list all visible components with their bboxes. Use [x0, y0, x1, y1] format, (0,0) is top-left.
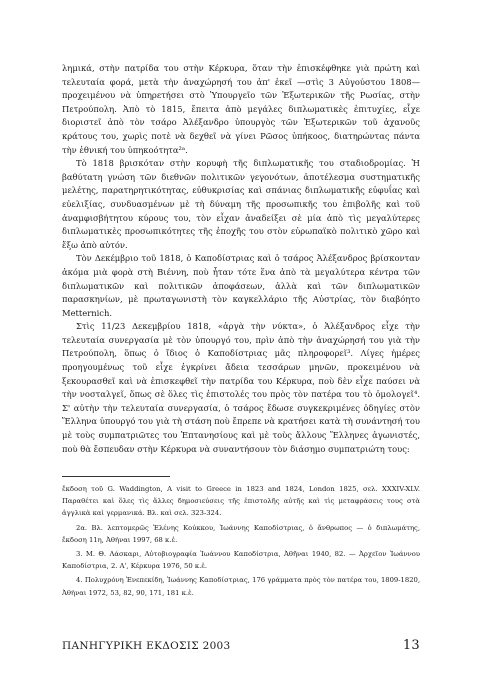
- footnote: 2α. Βλ. λεπτομερῶς Ἑλένης Κούκκου, Ἰωάννης Καποδίστριας, ὁ ἄνθρωπος — ὁ διπλωμάτης, ἔκδοση 11η, Ἀθήναι 1997, 68 κ.ἑ.: [62, 523, 420, 544]
- paragraph: Τὸν Δεκέμβριο τοῦ 1818, ὁ Καποδίστριας καὶ ὁ τσάρος Ἀλέξανδρος βρίσκονταν ἀκόμα μιὰ φορὰ στὴ Βιέννη, ποὺ ἦταν τότε ἕνα ἀπὸ τὰ μεγαλύτερα κέντρα τῶν διπλωματικῶν καὶ πολιτικῶν ἀποφάσεων, ἀλλὰ καὶ τῶν διπλωματικῶν παρασκηνίων, μὲ πρωταγωνιστὴ τὸν καγκελλάριο τῆς Αὐστρίας, τὸν διαβόητο Metternich.: [62, 253, 420, 318]
- footnote: ἔκδοση τοῦ G. Waddington, A visit to Greece in 1823 and 1824, London 1825, σελ. XXXIV-XLV. Παραθέτει καὶ ὅλες τὶς ἄλλες δημοσιεύσεις τῆς ἐπιστολῆς αὐτῆς καὶ τὶς μεταφράσεις τους στὰ ἀγγλικὰ καὶ γερμανικά. Βλ. καὶ σελ. 323-324.: [62, 485, 420, 518]
- paragraph: λημικά, στὴν πατρίδα του στὴν Κέρκυρα, ὅταν τὴν ἐπισκέφθηκε γιὰ πρώτη καὶ τελευταία φορά, μετὰ τὴν ἀναχώρησή του ἀπ' ἐκεῖ —στὶς 3 Αὐγούστου 1808— προχειμένου νὰ ὑπηρετήσει στὸ Ὑπουργεῖο τῶν Ἐξωτερικῶν τῆς Ρωσίας, στὴν Πετρούπολη. Ἀπὸ τὸ 1815, ἔπειτα ἀπὸ μεγάλες διπλωματικὲς ἐπιτυχίες, εἶχε διοριστεῖ ἀπὸ τὸν τσάρο Ἀλέξανδρο ὑπουργὸς τῶν Ἐξωτερικῶν τοῦ ἀχανοῦς κράτους του, χωρὶς ποτὲ νὰ δεχθεῖ νὰ γίνει Ρῶσος ὑπήκοος, διατηρώντας πάντα τὴν ἐθνική του ὑπηκοότητα²ᵃ.: [62, 63, 420, 155]
- footnote-divider: [62, 476, 170, 477]
- paragraph: Τὸ 1818 βρισκόταν στὴν κορυφὴ τῆς διπλωματικῆς του σταδιοδρομίας. Ἡ βαθύτατη γνώση τῶν διεθνῶν πολιτικῶν γεγονότων, ἀποτέλεσμα συστηματικῆς μελέτης, παρατηρητικότητας, εὐθυκρισίας καὶ σπάνιας διπλωματικῆς εὐφυΐας καὶ εὐελιξίας, συνδυασμένων μὲ τὴ δύναμη τῆς προσωπικῆς του ἐπιβολῆς καὶ τοῦ ἀναμφισβήτητου κύρους του, τὸν εἶχαν ἀναδείξει σὲ μία ἀπὸ τὶς μεγαλύτερες διπλωματικὲς προσωπικότητες τῆς ἐποχῆς του στὸν εὐρωπαϊκὸ πολιτικὸ χῶρο καὶ ἔξω ἀπὸ αὐτόν.: [62, 158, 420, 250]
- footnote: 4. Πολυχρόνη Ἐνεπεκίδη, Ἰωάννης Καποδίστριας, 176 γράμματα πρὸς τὸν πατέρα του, 1809-1820, Ἀθήναι 1972, 53, 82, 90, 171, 181 κ.ἑ.: [62, 576, 420, 597]
- footnotes: [62, 483, 420, 601]
- main-text: [62, 62, 420, 456]
- publication-title: ΠΑΝΗΓΥΡΙΚΗ ΕΚΔΟΣΙΣ 2003: [62, 640, 231, 652]
- page-number: 13: [402, 638, 420, 653]
- paragraph: Στὶς 11/23 Δεκεμβρίου 1818, «ἀργὰ τὴν νύκτα», ὁ Ἀλέξανδρος εἶχε τὴν τελευταία συνεργασία μὲ τὸν ὑπουργό του, πρὶν ἀπὸ τὴν ἀναχώρησή του γιὰ τὴν Πετρούπολη, ὅπως ὁ ἴδιος ὁ Καποδίστριας μᾶς πληροφορεῖ³. Λίγες ἡμέρες προηγουμένως τοῦ εἶχε ἐγκρίνει ἄδεια τεσσάρων μηνῶν, προκειμένου νὰ ξεκουρασθεῖ καὶ νὰ ἐπισκεφθεῖ τὴν πατρίδα του Κέρκυρα, ποὺ δὲν εἶχε παύσει νὰ τὴν νοσταλγεῖ, ὅπως σὲ ὅλες τὶς ἐπιστολές του πρὸς τὸν πατέρα του τὸ ὁμολογεῖ⁴. Σ' αὐτὴν τὴν τελευταία συνεργασία, ὁ τσάρος ἔδωσε συγκεκριμένες ὁδηγίες στὸν Ἕλληνα ὑπουργό του γιὰ τὴ στάση ποὺ ἔπρεπε νὰ κρατήσει κατὰ τὴ συνάντησή του μὲ τοὺς συμπατριῶτες του Ἑπτανησίους καὶ μὲ τοὺς ἄλλους Ἕλληνες ἀγωνιστές, ποὺ θὰ ἔσπευδαν στὴν Κέρκυρα νὰ συναντήσουν τὸν διάσημο συμπατριώτη τους:: [62, 321, 420, 454]
- footnote: 3. Μ. Θ. Λάσκαρι, Αὐτοβιογραφία Ἰωάννου Καποδίστρια, Ἀθῆναι 1940, 82. — Ἀρχεῖον Ἰωάννου Καποδίστρια, 2. Α', Κέρκυρα 1976, 50 κ.ἑ.: [62, 550, 420, 571]
